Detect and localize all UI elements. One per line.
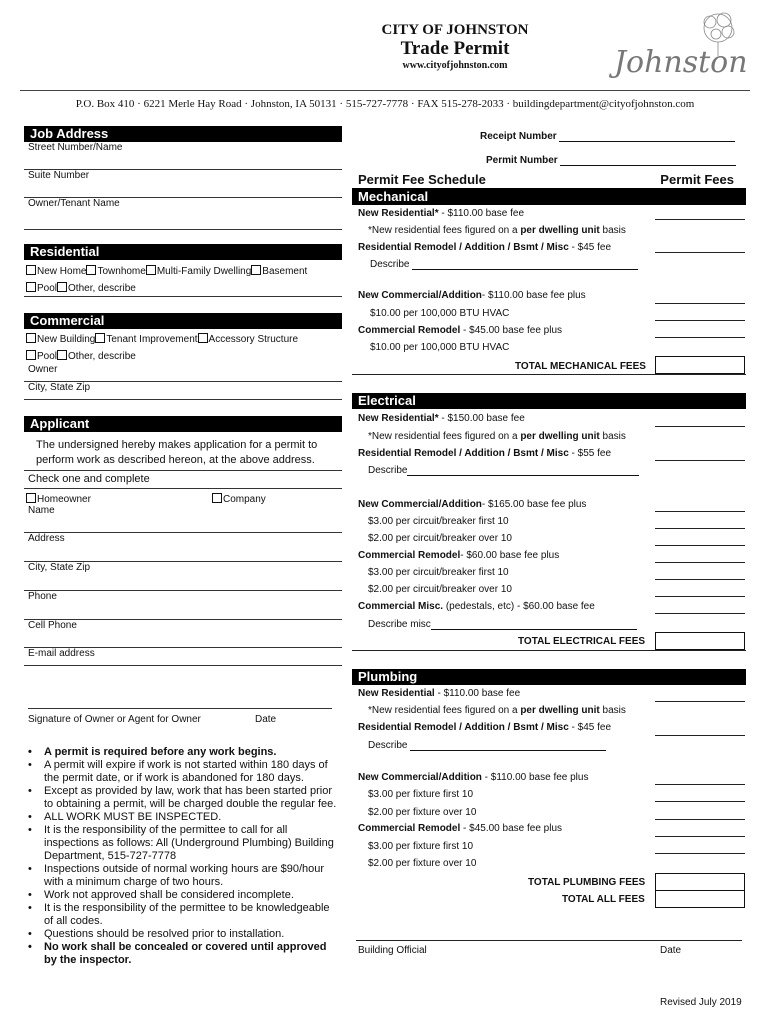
mech-new-com-rate: $10.00 per 100,000 BTU HVAC (370, 308, 510, 319)
elec-remodel-fee[interactable] (655, 460, 745, 461)
mech-new-res-fee[interactable] (655, 219, 745, 220)
permit-fees-title: Permit Fees (660, 172, 734, 187)
elec-com-rem-bold: Commercial Remodel (358, 550, 461, 561)
mech-com-rem-rest: - $45.00 base fee plus (460, 325, 563, 336)
multi-family-label: Multi-Family Dwelling (156, 266, 252, 277)
new-building-checkbox[interactable] (26, 333, 36, 343)
note-item: • It is the responsibility of the permittee to call for all inspections as follows: All (Underground Plumbing) Building Department, 515-727-7778 (28, 824, 340, 863)
elec-new-com-bold: New Commercial/Addition (358, 499, 482, 510)
name-field[interactable] (24, 505, 342, 533)
plumb-note-a: *New residential fees figured on a (368, 705, 521, 716)
new-home-label: New Home (37, 266, 87, 277)
mech-note-a: *New residential fees figured on a (368, 225, 521, 236)
mech-new-com-bold: New Commercial/Addition (358, 290, 482, 301)
residential-rule (24, 296, 342, 297)
note-item: • Except as provided by law, work that has been started prior to obtaining a permit, will be charged double the regular fee. (28, 785, 340, 811)
plumb-new-com-r1-fee[interactable] (655, 801, 745, 802)
com-pool-label: Pool (37, 351, 58, 362)
suite-field[interactable] (24, 170, 342, 198)
statement-line-1: The undersigned hereby makes application for a permit to (36, 439, 318, 451)
note-item: • Inspections outside of normal working hours are $90/hour with a minimum charge of two hours. (28, 863, 340, 889)
new-home-checkbox[interactable] (26, 265, 36, 275)
plumb-total-box[interactable] (655, 873, 745, 891)
receipt-number (480, 131, 735, 142)
note-item: • Work not approved shall be considered incomplete. (28, 889, 340, 902)
elec-new-commercial (358, 499, 586, 510)
commercial-header: Commercial (24, 313, 342, 329)
elec-note-c: basis (599, 431, 626, 442)
cell-phone-label: Cell Phone (28, 620, 77, 631)
street-field[interactable] (24, 142, 342, 170)
plumb-com-rem-bold: Commercial Remodel (358, 823, 461, 834)
plumb-describe (368, 740, 606, 751)
signature-label: Signature of Owner or Agent for Owner (28, 714, 201, 725)
note-item: • Questions should be resolved prior to installation. (28, 928, 340, 941)
mech-remodel-bold: Residential Remodel / Addition / Bsmt / Misc (358, 242, 569, 253)
commercial-options-row2 (26, 350, 136, 362)
elec-note-b: per dwelling unit (520, 431, 600, 442)
address-field[interactable] (24, 533, 342, 562)
townhome-checkbox[interactable] (86, 265, 96, 275)
mech-rule (352, 374, 746, 375)
contact-address: P.O. Box 410 · 6221 Merle Hay Road · Johnston, IA 50131 · 515-727-7778 · FAX 515-278-2033 · buildingdepartment@cityofjohnston.com (75, 98, 695, 110)
multi-family-checkbox[interactable] (146, 265, 156, 275)
tenant-improvement-checkbox[interactable] (95, 333, 105, 343)
mech-com-rem-bold: Commercial Remodel (358, 325, 461, 336)
plumb-com-rem-r1-fee[interactable] (655, 853, 745, 854)
com-city-label: City, State Zip (28, 382, 91, 393)
com-other-label: Other, describe (68, 351, 136, 362)
applicant-rule-2 (24, 488, 342, 489)
mech-dwelling-note (368, 225, 626, 236)
com-other-checkbox[interactable] (57, 350, 67, 360)
new-building-label: New Building (37, 334, 96, 345)
fee-schedule-heading (352, 172, 746, 188)
owner-tenant-field[interactable] (24, 198, 342, 230)
elec-describe-misc-input[interactable] (431, 629, 637, 630)
plumb-com-rem-r2: $2.00 per fixture over 10 (368, 858, 477, 869)
plumb-com-rem-rest: - $45.00 base fee plus (460, 823, 563, 834)
elec-new-com-fee[interactable] (655, 511, 745, 512)
elec-new-com-rest: - $165.00 base fee plus (481, 499, 587, 510)
permit-number-input[interactable] (560, 165, 736, 166)
company-option (212, 493, 266, 505)
elec-com-misc (358, 601, 595, 612)
applicant-header: Applicant (24, 416, 342, 432)
plumb-com-remodel (358, 823, 562, 834)
address-label: Address (28, 533, 65, 544)
svg-text:Johnston: Johnston (614, 45, 748, 80)
cell-phone-field[interactable] (24, 620, 342, 648)
company-label: Company (223, 494, 266, 505)
plumb-com-rem-fee[interactable] (655, 836, 745, 837)
accessory-structure-label: Accessory Structure (208, 334, 299, 345)
mech-new-com-fee[interactable] (655, 303, 745, 304)
city-state-zip-label: City, State Zip (28, 562, 91, 573)
mech-com-rem-rate: $10.00 per 100,000 BTU HVAC (370, 342, 510, 353)
elec-com-rem-r2: $2.00 per circuit/breaker over 10 (368, 584, 512, 595)
plumb-remodel-rest: - $45 fee (568, 722, 612, 733)
statement-line-2: perform work as described hereon, at the above address. (36, 454, 315, 466)
phone-label: Phone (28, 591, 57, 602)
email-label: E-mail address (28, 648, 95, 659)
mech-describe-input[interactable] (412, 269, 638, 270)
plumb-new-res-bold: New Residential (358, 688, 435, 699)
elec-new-res-fee[interactable] (655, 426, 745, 427)
com-city-field[interactable] (24, 382, 342, 400)
com-pool-checkbox[interactable] (26, 350, 36, 360)
mech-new-res-bold: New Residential* (358, 208, 439, 219)
homeowner-label: Homeowner (37, 494, 91, 505)
elec-describe-label: Describe (368, 465, 408, 476)
mech-new-residential (358, 208, 524, 219)
elec-com-rem-r2-fee[interactable] (655, 596, 745, 597)
residential-options-row2 (26, 282, 136, 294)
job-address-header: Job Address (24, 126, 342, 142)
mech-note-b: per dwelling unit (520, 225, 600, 236)
city-state-zip-field[interactable] (24, 562, 342, 591)
elec-com-rem-r1: $3.00 per circuit/breaker first 10 (368, 567, 509, 578)
res-pool-checkbox[interactable] (26, 282, 36, 292)
elec-describe-misc-label: Describe misc (368, 619, 431, 630)
permit-notes (28, 746, 340, 967)
residential-options-row1 (26, 265, 307, 277)
elec-misc-rest: (pedestals, etc) - $60.00 base fee (443, 601, 595, 612)
elec-new-com-r1: $3.00 per circuit/breaker first 10 (368, 516, 509, 527)
signature-date-label: Date (255, 714, 277, 725)
elec-note-a: *New residential fees figured on a (368, 431, 521, 442)
street-label: Street Number/Name (28, 142, 123, 153)
plumb-total-label: TOTAL PLUMBING FEES (528, 877, 646, 888)
total-all-label: TOTAL ALL FEES (562, 894, 645, 905)
plumb-new-com-r1: $3.00 per fixture first 10 (368, 789, 474, 800)
elec-describe-input[interactable] (407, 475, 639, 476)
name-label: Name (28, 505, 55, 516)
plumbing-header: Plumbing (352, 669, 746, 685)
elec-dwelling-note (368, 431, 626, 442)
plumb-describe-input[interactable] (410, 750, 606, 751)
mech-total-box[interactable] (655, 356, 745, 374)
plumb-note-c: basis (599, 705, 626, 716)
elec-com-rem-fee[interactable] (655, 562, 745, 563)
res-other-label: Other, describe (68, 283, 136, 294)
elec-new-com-r2: $2.00 per circuit/breaker over 10 (368, 533, 512, 544)
elec-misc-bold: Commercial Misc. (358, 601, 444, 612)
mech-new-com-rate-fee[interactable] (655, 320, 745, 321)
plumb-new-res-fee[interactable] (655, 701, 745, 702)
johnston-logo (606, 8, 756, 92)
elec-describe-misc (368, 619, 637, 630)
homeowner-checkbox[interactable] (26, 493, 36, 503)
homeowner-option (26, 493, 91, 505)
plumb-new-com-bold: New Commercial/Addition (358, 772, 482, 783)
plumb-describe-label: Describe (368, 740, 408, 751)
suite-label: Suite Number (28, 170, 90, 181)
mech-remodel-fee[interactable] (655, 252, 745, 253)
mech-note-c: basis (599, 225, 626, 236)
electrical-header: Electrical (352, 393, 746, 409)
email-field[interactable] (24, 648, 342, 666)
elec-remodel-rest: - $55 fee (568, 448, 612, 459)
note-item: • A permit is required before any work begins. (28, 746, 340, 759)
plumb-new-res-rest: - $110.00 base fee (434, 688, 521, 699)
total-all-box[interactable] (655, 890, 745, 908)
elec-com-rem-rest: - $60.00 base fee plus (460, 550, 560, 561)
townhome-label: Townhome (97, 266, 146, 277)
website: www.cityofjohnston.com (402, 60, 508, 71)
permit-number (486, 155, 736, 166)
elec-new-residential (358, 413, 525, 424)
res-pool-label: Pool (37, 283, 58, 294)
revised-date: Revised July 2019 (660, 997, 742, 1008)
elec-com-rem-r1-fee[interactable] (655, 579, 745, 580)
mech-res-remodel (358, 242, 611, 253)
elec-new-res-rest: - $150.00 base fee (438, 413, 525, 424)
official-signature-line[interactable] (356, 940, 742, 941)
building-official-label: Building Official (358, 945, 427, 956)
plumb-remodel-bold: Residential Remodel / Addition / Bsmt / Misc (358, 722, 569, 733)
commercial-options-row1 (26, 333, 298, 345)
receipt-label: Receipt Number (480, 131, 557, 142)
elec-new-com-r1-fee[interactable] (655, 528, 745, 529)
owner-tenant-label: Owner/Tenant Name (28, 198, 120, 209)
elec-describe (368, 465, 639, 476)
mech-new-commercial (358, 290, 586, 301)
note-item: • It is the responsibility of the permittee to be knowledgeable of all codes. (28, 902, 340, 928)
accessory-structure-checkbox[interactable] (198, 333, 208, 343)
check-one-label: Check one and complete (28, 473, 150, 485)
elec-new-res-bold: New Residential* (358, 413, 439, 424)
mech-com-rem-fee[interactable] (655, 337, 745, 338)
mechanical-header: Mechanical (352, 189, 746, 205)
plumb-res-remodel (358, 722, 611, 733)
city-name: CITY OF JOHNSTON (381, 22, 529, 38)
mech-describe (370, 259, 638, 270)
note-item: • A permit will expire if work is not started within 180 days of the permit date, or if work is abandoned for 180 days. (28, 759, 340, 785)
elec-res-remodel (358, 448, 611, 459)
plumb-new-residential (358, 688, 520, 699)
header-rule (20, 90, 750, 91)
note-item: • ALL WORK MUST BE INSPECTED. (28, 811, 340, 824)
basement-label: Basement (262, 266, 308, 277)
plumb-new-com-fee[interactable] (655, 784, 745, 785)
note-item: • No work shall be concealed or covered until approved by the inspector. (28, 941, 340, 967)
plumb-new-com-r2: $2.00 per fixture over 10 (368, 807, 477, 818)
phone-field[interactable] (24, 591, 342, 620)
com-owner-label: Owner (28, 364, 58, 375)
tenant-improvement-label: Tenant Improvement (106, 334, 198, 345)
plumb-new-com-rest: - $110.00 base fee plus (481, 772, 589, 783)
receipt-number-input[interactable] (559, 141, 735, 142)
applicant-rule-1 (24, 470, 342, 471)
signature-line[interactable] (28, 708, 332, 709)
mech-new-com-rest: - $110.00 base fee plus (481, 290, 586, 301)
mech-com-remodel (358, 325, 562, 336)
res-other-checkbox[interactable] (57, 282, 67, 292)
residential-header: Residential (24, 244, 342, 260)
applicant-statement (36, 438, 317, 468)
elec-total-box[interactable] (655, 632, 745, 650)
mech-total-label: TOTAL MECHANICAL FEES (515, 361, 646, 372)
plumb-new-com-r2-fee[interactable] (655, 819, 745, 820)
mech-new-res-rest: - $110.00 base fee (438, 208, 525, 219)
plumb-new-commercial (358, 772, 588, 783)
com-owner-field[interactable] (24, 364, 342, 382)
fee-schedule-title: Permit Fee Schedule (358, 172, 486, 187)
elec-misc-fee[interactable] (655, 613, 745, 614)
basement-checkbox[interactable] (251, 265, 261, 275)
elec-remodel-bold: Residential Remodel / Addition / Bsmt / Misc (358, 448, 569, 459)
plumb-remodel-fee[interactable] (655, 735, 745, 736)
elec-total-label: TOTAL ELECTRICAL FEES (518, 636, 646, 647)
elec-rule (352, 650, 746, 651)
official-date-label: Date (660, 945, 682, 956)
plumb-note-b: per dwelling unit (520, 705, 600, 716)
permit-label: Permit Number (486, 155, 558, 166)
mech-remodel-rest: - $45 fee (568, 242, 612, 253)
elec-com-remodel (358, 550, 559, 561)
company-checkbox[interactable] (212, 493, 222, 503)
plumb-com-rem-r1: $3.00 per fixture first 10 (368, 841, 474, 852)
elec-new-com-r2-fee[interactable] (655, 545, 745, 546)
plumb-dwelling-note (368, 705, 626, 716)
form-title: Trade Permit (400, 38, 510, 59)
mech-describe-label: Describe (370, 259, 410, 270)
